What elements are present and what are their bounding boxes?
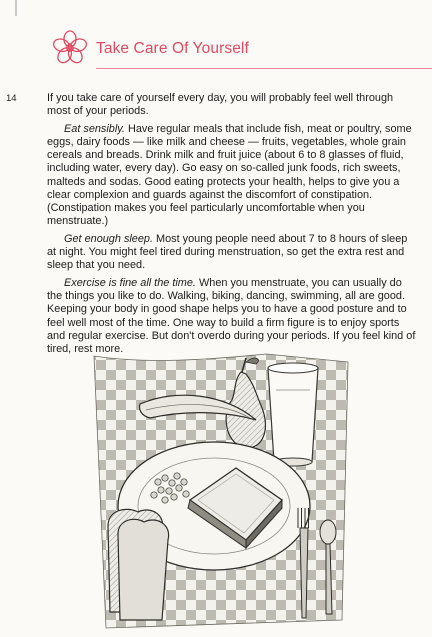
page-header (50, 28, 432, 72)
flower-icon (50, 28, 90, 68)
header-divider (96, 68, 432, 69)
bread-slices (108, 509, 169, 620)
paragraph-lead: Get enough sleep. (64, 232, 154, 245)
paragraph-lead: Eat sensibly. (64, 123, 125, 136)
sleep-paragraph: Get enough sleep. Most young people need about 7 to 8 hours of sleep at night. You might feel tired during menstruation, so get the extra rest and sleep that you need. (47, 232, 408, 272)
page-number: 14 (6, 93, 17, 104)
exercise-paragraph: Exercise is fine all the time. When you menstruate, you can usually do the things you like to do. Walking, biking, dancing, swimming, all are good. Keeping your body in good shape helps you to have a good posture and to feel well most of the time. One way to build a firm figure is to enjoy sports and regular exercise. But don't overdo during your periods. If you feel kind of tired, rest more. (47, 277, 416, 355)
meal-illustration (86, 350, 352, 632)
eat-paragraph: Eat sensibly. Have regular meals that include fish, meat or poultry, some eggs, dairy foods — like milk and cheese — fruits, vegetables, whole grain cereals and breads. Drink milk and fruit juice (about 6 to 8 glasses of fluid, including water, every day). Go easy on so-called junk foods, rich sweets, malteds and sodas. Good eating protects your health, helps to give you a clear complexion and guards against the discomfort of constipation. (Constipation makes you feel particularly uncomfortable when you menstruate.) (47, 123, 412, 227)
article-body (47, 92, 419, 361)
paragraph-lead: Exercise is fine all the time. (64, 277, 196, 290)
margin-rule (15, 0, 17, 16)
milk-glass (268, 363, 318, 466)
page-title: Take Care Of Yourself (96, 40, 249, 57)
intro-paragraph: If you take care of yourself every day, you will probably feel well through most of your periods. (47, 92, 394, 118)
